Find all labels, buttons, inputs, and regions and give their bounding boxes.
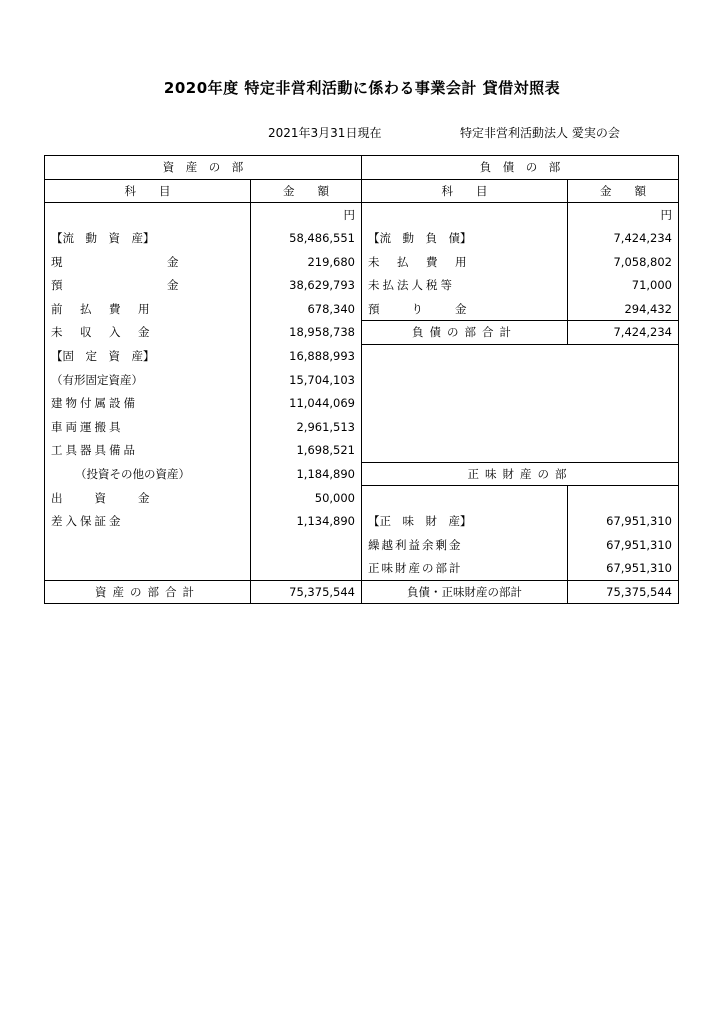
net-assets-section-heading: 正味財産の部 <box>362 462 679 486</box>
cash-label: 現 金 <box>45 250 251 274</box>
liabilities-item-header: 科 目 <box>362 179 568 203</box>
column-header-row <box>45 179 679 203</box>
assets-item-header: 科 目 <box>45 179 251 203</box>
tangible-assets-value: 15,704,103 <box>251 368 362 392</box>
net-assets-total-value: 67,951,310 <box>568 557 679 581</box>
table-row <box>45 557 679 581</box>
net-assets-group-label: 【正 味 財 産】 <box>362 509 568 533</box>
grand-total-value: 75,375,544 <box>568 580 679 604</box>
assets-total-value: 75,375,544 <box>251 580 362 604</box>
deposits-value: 38,629,793 <box>251 273 362 297</box>
section-header-row <box>45 156 679 180</box>
liabilities-unit-label: 円 <box>568 203 679 227</box>
corporate-tax-label: 未払法人税等 <box>362 273 568 297</box>
table-row <box>45 344 679 368</box>
deposits-label: 預 金 <box>45 273 251 297</box>
retained-earnings-value: 67,951,310 <box>568 533 679 557</box>
current-assets-label: 【流 動 資 産】 <box>45 226 251 250</box>
table-row <box>45 533 679 557</box>
net-assets-total-label: 正味財産の部計 <box>362 557 568 581</box>
investment-label: 出 資 金 <box>45 486 251 510</box>
withholding-label: 預 り 金 <box>362 297 568 321</box>
table-row <box>45 462 679 486</box>
other-assets-value: 1,184,890 <box>251 462 362 486</box>
assets-total-label: 資産の部合計 <box>45 580 251 604</box>
building-equipment-label: 建物付属設備 <box>45 391 251 415</box>
prepaid-expenses-value: 678,340 <box>251 297 362 321</box>
table-row <box>45 439 679 463</box>
vehicles-label: 車両運搬具 <box>45 415 251 439</box>
corporate-tax-value: 71,000 <box>568 273 679 297</box>
investment-value: 50,000 <box>251 486 362 510</box>
table-row <box>45 321 679 345</box>
balance-sheet-table <box>44 155 679 604</box>
table-row <box>45 226 679 250</box>
accrued-expenses-value: 7,058,802 <box>568 250 679 274</box>
table-row <box>45 486 679 510</box>
cash-value: 219,680 <box>251 250 362 274</box>
assets-unit-label: 円 <box>251 203 362 227</box>
table-row <box>45 368 679 392</box>
grand-total-label: 負債・正味財産の部計 <box>362 580 568 604</box>
building-equipment-value: 11,044,069 <box>251 391 362 415</box>
current-liabilities-value: 7,424,234 <box>568 226 679 250</box>
tools-fixtures-label: 工具器具備品 <box>45 439 251 463</box>
liabilities-section-heading: 負 債 の 部 <box>362 156 679 180</box>
table-row <box>45 509 679 533</box>
guarantee-deposit-label: 差入保証金 <box>45 509 251 533</box>
retained-earnings-label: 繰越利益余剰金 <box>362 533 568 557</box>
liabilities-amount-header: 金 額 <box>568 179 679 203</box>
as-of-date: 2021年3月31日現在 <box>268 126 382 140</box>
accounts-receivable-label: 未 収 入 金 <box>45 321 251 345</box>
table-row <box>45 273 679 297</box>
other-assets-label: （投資その他の資産） <box>45 462 251 486</box>
table-row <box>45 415 679 439</box>
withholding-value: 294,432 <box>568 297 679 321</box>
accounts-receivable-value: 18,958,738 <box>251 321 362 345</box>
table-row <box>45 297 679 321</box>
vehicles-value: 2,961,513 <box>251 415 362 439</box>
organization-name: 特定非営利活動法人 愛実の会 <box>460 126 620 140</box>
prepaid-expenses-label: 前 払 費 用 <box>45 297 251 321</box>
fixed-assets-label: 【固 定 資 産】 <box>45 344 251 368</box>
fixed-assets-value: 16,888,993 <box>251 344 362 368</box>
tools-fixtures-value: 1,698,521 <box>251 439 362 463</box>
table-row <box>45 250 679 274</box>
assets-section-heading: 資 産 の 部 <box>45 156 362 180</box>
assets-amount-header: 金 額 <box>251 179 362 203</box>
totals-row <box>45 580 679 604</box>
unit-row <box>45 203 679 227</box>
table-row <box>45 391 679 415</box>
current-liabilities-label: 【流 動 負 債】 <box>362 226 568 250</box>
accrued-expenses-label: 未 払 費 用 <box>362 250 568 274</box>
liabilities-total-label: 負債の部合計 <box>362 321 568 345</box>
guarantee-deposit-value: 1,134,890 <box>251 509 362 533</box>
net-assets-group-value: 67,951,310 <box>568 509 679 533</box>
tangible-assets-label: （有形固定資産） <box>45 368 251 392</box>
liabilities-total-value: 7,424,234 <box>568 321 679 345</box>
current-assets-value: 58,486,551 <box>251 226 362 250</box>
document-title: 2020年度 特定非営利活動に係わる事業会計 貸借対照表 <box>163 79 561 97</box>
